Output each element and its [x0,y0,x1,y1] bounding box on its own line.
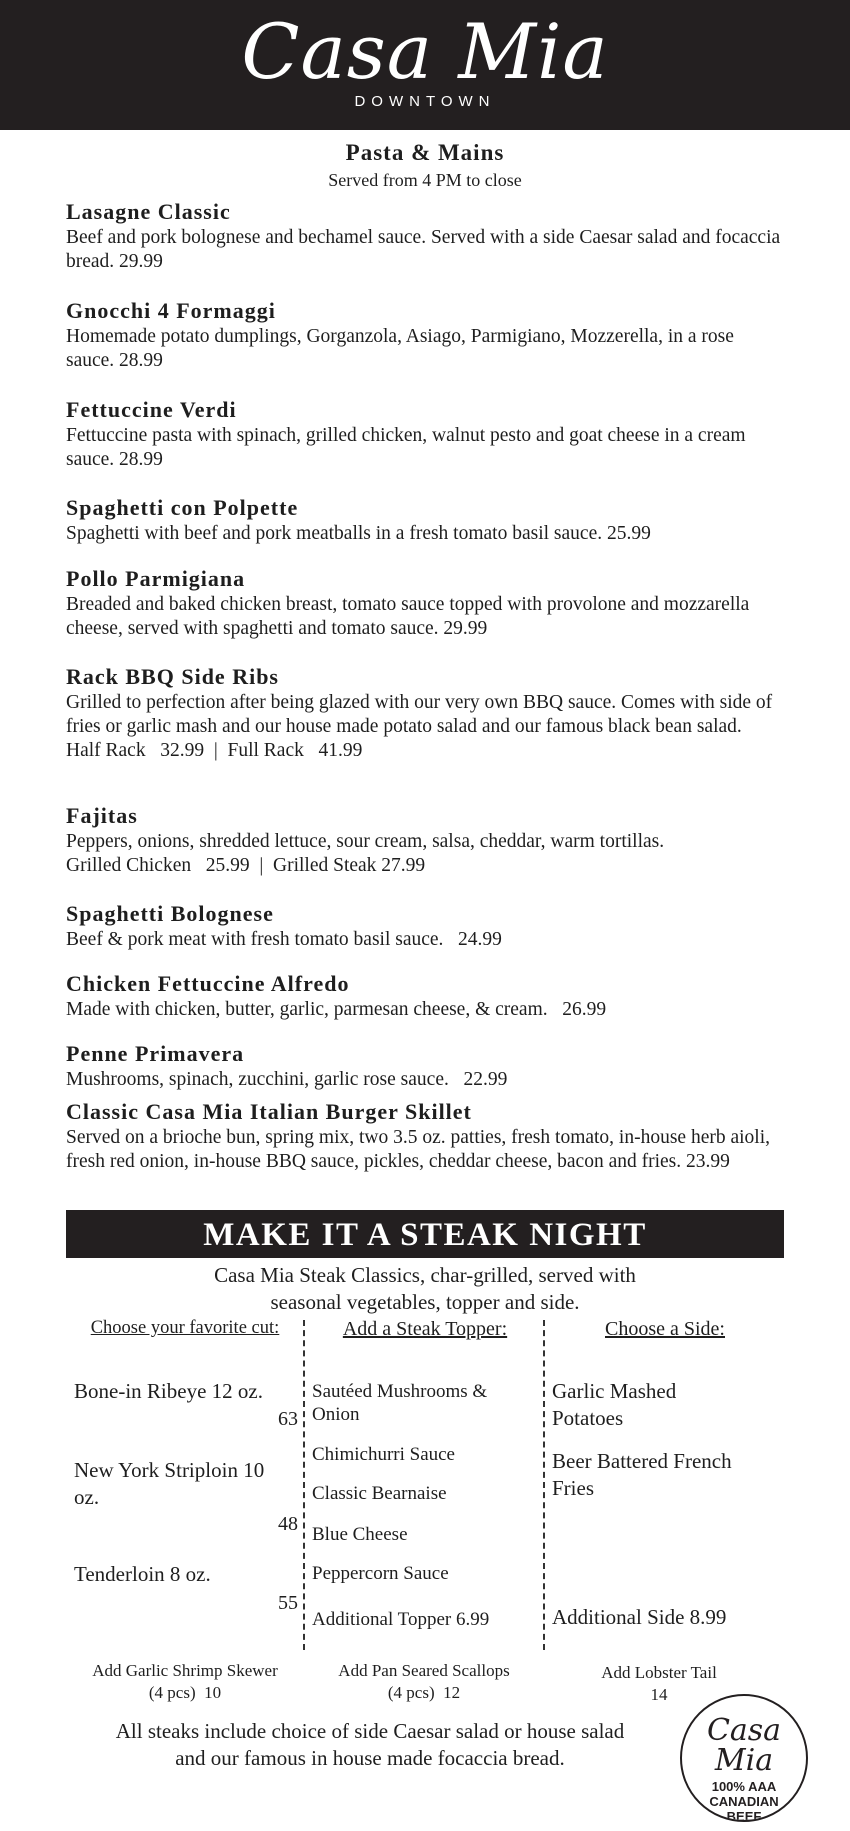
aaa-beef-badge [680,1694,808,1822]
item-description: Breaded and baked chicken breast, tomato sauce topped with provolone and mozzarella cheese, served with spaghetti and tomato sauce. 29.99 [66,594,750,639]
steak-intro [0,1262,850,1316]
steak-side: Beer Battered French Fries [552,1449,732,1500]
addon-shrimp [66,1660,304,1704]
steak-side: Garlic Mashed Potatoes [552,1379,677,1430]
steak-cut-price: 48 [278,1513,298,1535]
addon-line: (4 pcs) 12 [387,1683,461,1702]
menu-item-spaghetti-polpette [66,494,786,546]
badge-line: BEEF [726,1809,762,1822]
steak-intro-line: seasonal vegetables, topper and side. [270,1290,580,1314]
item-description: Beef & pork meat with fresh tomato basil sauce. 24.99 [66,929,502,950]
steak-side: Additional Side 8.99 [552,1605,727,1629]
steak-cut: Tenderloin 8 oz. [74,1562,211,1586]
column-divider [303,1320,305,1650]
menu-item-pollo-parmigiana [66,565,786,641]
item-price-line: Half Rack 32.99 | Full Rack 41.99 [66,740,363,761]
addon-scallops [304,1660,544,1704]
menu-item-spaghetti-bolognese [66,900,786,952]
section-title: Pasta & Mains [345,140,505,165]
item-name: Gnocchi 4 Formaggi [66,298,276,323]
menu-item-burger-skillet [66,1098,786,1174]
menu-item-bbq-ribs [66,663,786,763]
item-description: Beef and pork bolognese and bechamel sauce. Served with a side Caesar salad and focaccia bread. 29.99 [66,227,781,272]
addon-line: (4 pcs) 10 [148,1683,222,1702]
header-bar [0,0,850,130]
steak-footer-note [60,1718,680,1772]
column-header-cut: Choose your favorite cut: [90,1318,280,1338]
steak-cut: New York Striploin 10 oz. [74,1458,265,1509]
steak-topper: Blue Cheese [312,1524,408,1545]
steak-topper: Peppercorn Sauce [312,1563,449,1584]
item-name: Fajitas [66,803,138,828]
badge-line: CANADIAN [709,1794,779,1809]
footer-line: and our famous in house made focaccia bread. [175,1746,565,1770]
badge-logo: Casa Mia [706,1713,782,1778]
steak-cut: Bone-in Ribeye 12 oz. [74,1379,263,1403]
menu-item-fajitas [66,802,786,878]
item-price-line: Grilled Chicken 25.99 | Grilled Steak 27.99 [66,855,426,876]
menu-item-lasagne [66,198,786,274]
menu-item-gnocchi [66,297,786,373]
addon-line: Add Pan Seared Scallops [338,1661,510,1680]
menu-item-fettuccine-verdi [66,396,786,472]
steak-night-banner: MAKE IT A STEAK NIGHT [66,1210,784,1258]
menu-item-chicken-alfredo [66,970,786,1022]
item-description: Served on a brioche bun, spring mix, two 3.5 oz. patties, fresh tomato, in-house herb aioli, fresh red onion, in-house BBQ sauce, pickles, cheddar cheese, bacon and fries. 23.99 [66,1127,771,1172]
item-description: Spaghetti with beef and pork meatballs in a fresh tomato basil sauce. 25.99 [66,523,651,544]
footer-line: All steaks include choice of side Caesar salad or house salad [115,1719,625,1743]
badge-line: 100% AAA [711,1779,777,1794]
item-name: Spaghetti Bolognese [66,901,274,926]
item-name: Penne Primavera [66,1041,245,1066]
badge-text [682,1779,806,1822]
item-name: Lasagne Classic [66,199,231,224]
addon-line: Add Garlic Shrimp Skewer [92,1661,278,1680]
item-description: Fettuccine pasta with spinach, grilled chicken, walnut pesto and goat cheese in a cream sauce. 28.99 [66,425,746,470]
column-header-topper: Add a Steak Topper: [342,1318,508,1340]
steak-topper: Additional Topper 6.99 [312,1609,490,1630]
column-divider [543,1320,545,1650]
item-name: Classic Casa Mia Italian Burger Skillet [66,1099,472,1124]
item-description: Made with chicken, butter, garlic, parmesan cheese, & cream. 26.99 [66,999,607,1020]
item-description: Mushrooms, spinach, zucchini, garlic rose sauce. 22.99 [66,1069,508,1090]
steak-topper: Classic Bearnaise [312,1483,447,1504]
logo-subtitle: DOWNTOWN [354,93,496,110]
logo-script: Casa Mia [241,7,609,96]
item-name: Chicken Fettuccine Alfredo [66,971,350,996]
column-header-side: Choose a Side: [605,1318,725,1340]
item-description: Homemade potato dumplings, Gorganzola, Asiago, Parmigiano, Mozzerella, in a rose sauce. 28.99 [66,326,734,371]
steak-cut-price: 63 [278,1408,298,1430]
item-name: Pollo Parmigiana [66,566,246,591]
item-description: Peppers, onions, shredded lettuce, sour cream, salsa, cheddar, warm tortillas. [66,831,665,852]
addon-line: 14 [650,1685,668,1704]
steak-topper: Chimichurri Sauce [312,1444,455,1465]
item-description: Grilled to perfection after being glazed with our very own BBQ sauce. Comes with side of fries or garlic mash and our house made potato salad and our famous black bean salad. [66,692,773,737]
section-subtitle: Served from 4 PM to close [328,170,522,190]
addon-line: Add Lobster Tail [601,1663,717,1682]
steak-topper: Sautéed Mushrooms & Onion [312,1381,488,1425]
menu-item-penne-primavera [66,1040,786,1092]
item-name: Spaghetti con Polpette [66,495,299,520]
steak-cut-price: 55 [278,1592,298,1614]
item-name: Fettuccine Verdi [66,397,237,422]
item-name: Rack BBQ Side Ribs [66,664,279,689]
steak-intro-line: Casa Mia Steak Classics, char-grilled, served with [214,1263,636,1287]
